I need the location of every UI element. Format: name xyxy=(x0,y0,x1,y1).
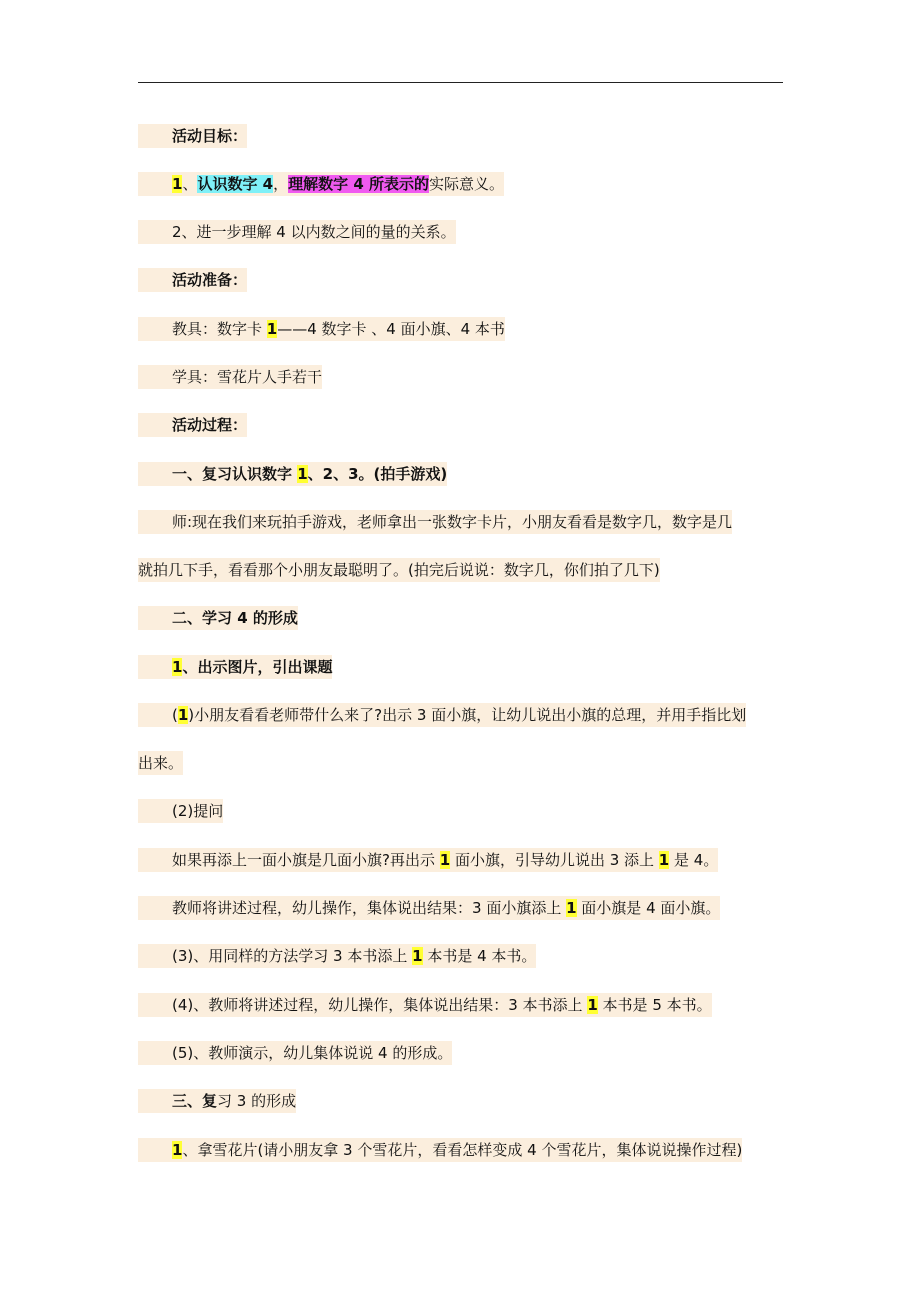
text: 、 xyxy=(182,175,198,193)
header-rule xyxy=(138,82,783,83)
text: 三、复 xyxy=(172,1092,218,1110)
text: 面小旗是 4 面小旗。 xyxy=(576,899,721,917)
number-highlight: 1 xyxy=(439,851,451,869)
text: 教师将讲述过程，幼儿操作，集体说出结果：3 面小旗添上 xyxy=(172,899,567,917)
step2-title: 二、学习 4 的形成 xyxy=(138,606,298,630)
text: (3)、用同样的方法学习 3 本书添上 xyxy=(172,947,413,965)
text: 、拿雪花片(请小朋友拿 3 个雪花片，看看怎样变成 4 个雪花片，集体说说操作过程) xyxy=(182,1141,743,1159)
goal-1 xyxy=(138,172,504,196)
text: 本书是 5 本书。 xyxy=(597,996,712,1014)
prep-teacher xyxy=(138,317,505,341)
step2-item4 xyxy=(138,993,712,1017)
text: 教具：数字卡 xyxy=(172,320,267,338)
step2-sub1 xyxy=(138,655,332,679)
text: 习 3 的形成 xyxy=(217,1092,297,1110)
step2-item5: (5)、教师演示，幼儿集体说说 4 的形成。 xyxy=(138,1041,452,1065)
text: 、出示图片，引出课题 xyxy=(182,658,333,676)
heading-process: 活动过程： xyxy=(138,413,247,437)
text: )小朋友看看老师带什么来了?出示 3 面小旗，让幼儿说出小旗的总理，并用手指比划 xyxy=(188,706,747,724)
step3-title xyxy=(138,1089,296,1113)
cyan-highlight: 认识数字 4 xyxy=(197,175,274,193)
step2-explain xyxy=(138,896,720,920)
heading-prep: 活动准备： xyxy=(138,268,247,292)
step1-text-line1: 师:现在我们来玩拍手游戏，老师拿出一张数字卡片，小朋友看看是数字几，数字是几 xyxy=(138,510,732,534)
step1-title xyxy=(138,462,447,486)
number-highlight: 1 xyxy=(172,1141,183,1159)
text: 如果再添上一面小旗是几面小旗?再出示 xyxy=(172,851,440,869)
magenta-highlight: 理解数字 4 所表示的 xyxy=(288,175,430,193)
prep-student: 学具：雪花片人手若干 xyxy=(138,365,322,389)
goal-2: 2、进一步理解 4 以内数之间的量的关系。 xyxy=(138,220,456,244)
heading-goal: 活动目标： xyxy=(138,124,247,148)
number-highlight: 1 xyxy=(172,658,183,676)
text: 本书是 4 本书。 xyxy=(422,947,537,965)
step2-item2: (2)提问 xyxy=(138,799,223,823)
text: (4)、教师将讲述过程，幼儿操作，集体说出结果：3 本书添上 xyxy=(172,996,588,1014)
number-highlight: 1 xyxy=(566,899,577,917)
step2-item1 xyxy=(138,703,746,727)
text: 是 4。 xyxy=(669,851,719,869)
text: 、2、3。(拍手游戏) xyxy=(307,465,448,483)
step2-question xyxy=(138,848,718,872)
step2-item3 xyxy=(138,944,536,968)
step2-item1-cont: 出来。 xyxy=(138,751,183,775)
text: ——4 数字卡 、4 面小旗、4 本书 xyxy=(277,320,505,338)
number-highlight: 1 xyxy=(658,851,670,869)
step1-text-line2: 就拍几下手，看看那个小朋友最聪明了。(拍完后说说：数字几，你们拍了几下) xyxy=(138,558,660,582)
number-highlight: 1 xyxy=(587,996,598,1014)
number-highlight: 1 xyxy=(412,947,423,965)
text: 面小旗，引导幼儿说出 3 添上 xyxy=(450,851,659,869)
text: 一、复习认识数字 xyxy=(172,465,298,483)
number-highlight: 1 xyxy=(266,320,278,338)
text: 实际意义。 xyxy=(429,175,505,193)
number-highlight: 1 xyxy=(297,465,308,483)
text: ， xyxy=(273,175,289,193)
number-highlight: 1 xyxy=(177,706,189,724)
step3-item1 xyxy=(138,1138,742,1162)
text: ( xyxy=(172,706,178,724)
number-highlight: 1 xyxy=(172,175,183,193)
